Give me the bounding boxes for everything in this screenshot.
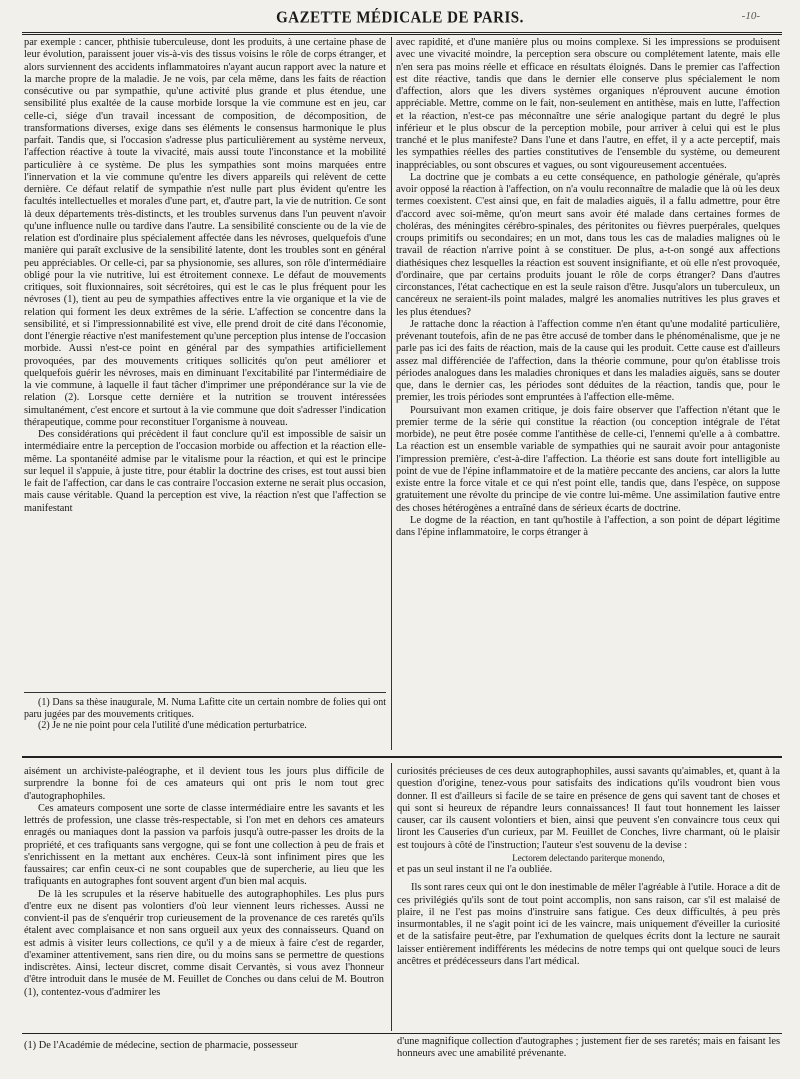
journal-title: GAZETTE MÉDICALE DE PARIS. <box>276 9 524 27</box>
col2-paragraph: La doctrine que je combats a eu cette conséquence, en pathologie générale, qu'après avoir opposé la réaction à l'affection, on n'a voulu reconnaître de maladie que là où les deux termes coexistent. C'est ainsi que, en fait de maladies aiguës, il a fallu admettre, pour être d'accord avec soi-même, qu'on meurt sans avoir été malade dans certaines formes de choléras, des méningites cérébro-spinales, des péritonites ou fièvres puerpérales, quelques croups primitifs ou secondaires; en un mot, dans tous les cas de maladies malignes où le travail de réaction n'arrive point à se constituer. De plus, a-t-on songé aux affections diathésiques chez lesquelles la réaction est souvent insignifiante, et où elle n'est provoquée, d'ordinaire, que par certains produits jouant le rôle de corps étranger? Dans d'autres circonstances, l'état cachectique en est la seule raison d'être. Jusqu'alors un tuberculeux, un cancéreux ne seraient-ils point malades, malgré les anomalies nutritives les plus graves et les plus étendues? <box>396 171 780 318</box>
col3-paragraph: De là les scrupules et la réserve habituelle des autographophiles. Les plus purs d'entre eux ne disent pas volontiers d'où leur viennent leurs richesses. Aussi ne convient-il pas de s'enquérir trop curieusement de la provenance de ces raretés qu'ils étalent avec complaisance et non sans orgueil aux yeux des connaisseurs. Quand on est admis à visiter leurs collections, ce qu'il y a de mieux à faire c'est de regarder, d'examiner attentivement, sans rien dire, ou du moins sans se permettre de questions indiscrètes. Ainsi, lecteur discret, comme disait Cervantès, si vous avez l'honneur d'être introduit dans le musée de M. Feuillet de Conches ou dans celui de M. Boutron (1), contentez-vous d'admirer les <box>24 888 384 998</box>
footnote-left: (1) De l'Académie de médecine, section de pharmacie, possesseur <box>24 1040 298 1051</box>
col2-paragraph: Je rattache donc la réaction à l'affection comme n'en étant qu'une modalité particulière, prévenant toutefois, afin de ne pas être accusé de tomber dans le phénoménalisme, que je ne parle pas ici des faits de réaction, mais de la cause qui les produit. Cette cause est d'ailleurs assez mal différenciée de l'affection, dans la théorie commune, pour qu'on établisse trois périodes analogues dans les maladies chroniques et dans les maladies aiguës, sans se douter que, dans le dernier cas, les périodes sont déduites de la réaction, tandis que, pour le premier, les trois périodes sont empruntées à l'affection elle-même. <box>396 318 780 404</box>
masthead <box>0 4 800 30</box>
footnote-right: d'une magnifique collection d'autographes ; justement fier de ses raretés; mais en faisant les honneurs avec une amabilité prévenante. <box>397 1036 780 1060</box>
footnote-separator <box>24 692 386 693</box>
column-1 <box>24 37 386 687</box>
page-mark: -10- <box>741 10 760 22</box>
column-4 <box>397 766 780 1030</box>
column-2 <box>396 37 780 749</box>
footnote: (2) Je ne nie point pour cela l'utilité d'une médication perturbatrice. <box>38 720 307 732</box>
header-rule <box>22 32 782 35</box>
footnote-rule <box>22 1033 782 1034</box>
column-divider <box>391 37 392 750</box>
col1-footnotes <box>24 692 386 752</box>
col1-paragraph: Des considérations qui précèdent il faut conclure qu'il est impossible de saisir un intermédiaire entre la perception de l'occasion morbide ou affection et la réaction elle-même. La spontanéité admise par le vitalisme pour la réaction, et qui est le principe sur lequel il s'appuie, à juste titre, pour établir la doctrine des crises, est tout aussi bien le fait de l'affection, car dans le cas contraire l'occasion externe ne serait plus occasion, mais cause véritable. Quand la perception est vive, la réaction n'est que l'affection se manifestant <box>24 429 386 514</box>
footnote: (1) Dans sa thèse inaugurale, M. Numa Lafitte cite un certain nombre de folies qui ont paru jugées par des mouvements critiques. <box>24 697 386 720</box>
col2-paragraph: Le dogme de la réaction, en tant qu'hostile à l'affection, a son point de départ légitime dans l'épine inflammatoire, le corps étranger à <box>396 514 780 538</box>
latin-quote: Lectorem delectando pariterque monendo, <box>512 852 665 863</box>
col4-paragraph: et pas un seul instant il ne l'a oubliée. <box>397 864 553 875</box>
col4-paragraph: Ils sont rares ceux qui ont le don inestimable de mêler l'agréable à l'utile. Horace a dit de ces privilégiés qu'ils sont de tout point accomplis, non sans raison, car s'il est malaisé de plaire, il ne l'est pas moins d'instruire sans fatigue. Ces deux difficultés, à peu près insurmontables, il ne s'agit point ici de les vaincre, mais uniquement d'éveiller la curiosité et de la satisfaire peut-être, par l'exhumation de quelques écrits dont la lecture ne saurait laisser entièrement indifférents les médecins de notre temps qui ont quelque souci de leurs ancêtres et prédécesseurs dans l'art médical. <box>397 882 780 967</box>
col1-paragraph: par exemple : cancer, phthisie tuberculeuse, dont les produits, à une certaine phase de leur évolution, paraissent jouer vis-à-vis des tissus voisins le rôle de corps étranger, et alors surviennent des accidents inflammatoires n'ayant aucun rapport avec la nature et la marche propre de la maladie. Je ne vois, par cela même, dans les faits de réaction consécutive ou par sympathie, qu'une activité plus grande et plus étendue, une sensibilité plus exaltée de la cause morbide lorsque la vie commune est en jeu, car celle-ci, siége d'un travail incessant de composition, de décomposition, de transformations diverses, exige dans ses éléments le consensus harmonique le plus parfait. Tandis que, si l'occasion s'adresse plus particulièrement au système nerveux, l'affection réactive à toute la vivacité, mais aussi toute l'inconstance et la mobilité particulière à ce système. De plus les sympathies sont moins marquées entre l'innervation et la vie commune qu'entre les divers appareils qui relèvent de cette dernière. Ce défaut relatif de sympathie n'est nulle part plus évident qu'entre les facultés intellectuelles et morales d'une part, et, d'autre part, la vie de nutrition. Ce sont là deux départements très-distincts, et les troubles survenus dans l'un peuvent n'avoir qu'une influence nulle ou tardive dans l'autre. La sensibilité consciente ou de la vie de relation est d'ordinaire plus spécialement affectée dans les névroses, quelquefois d'une manière qui paraît exclusive de la sensibilité latente, dont les troubles sont en général peu appréciables. Or celle-ci, par sa physionomie, ses allures, son rôle d'intermédiaire obligé pour la vie nutritive, lui est étroitement connexe. Le défaut de mouvements critiques, soit fluxionnaires, soit sécrétoires, qui est le cas le plus fréquent pour les névroses (1), tient au peu de sympathies affectives entre la vie organique et la vie de relation qui forment les deux extrêmes de la série. L'affection se concentre dans la sensibilité, et si l'impressionnabilité est vive, elle prend droit de cité dans l'économie, dont l'énergie réactive n'est manifestement qu'une perception plus intense de l'occasion morbide. Aussi n'est-ce point en général par des sympathies artificiellement provoquées, par des mouvements critiques sollicités qu'on peut améliorer et quelquefois guérir les névroses, mais en diminuant l'excitabilité par l'intermédiaire de la vie commune, à laquelle il faut tâcher d'imprimer une prépondérance sur la vie de relation (2). Lorsque cette dernière et la nutrition se trouvent intéressées simultanément, c'est encore et surtout à la vie commune que doit s'adresser l'indication thérapeutique, comme pour reconstituer l'organisme à nouveau. <box>24 37 386 428</box>
col3-paragraph: aisément un archiviste-paléographe, et il devient tous les jours plus difficile de surprendre la bonne foi de ces amateurs qui ont pris le nom tout grec d'autographophiles. <box>24 766 384 802</box>
col2-paragraph: Poursuivant mon examen critique, je dois faire observer que l'affection n'étant que le premier terme de la série qui constitue la réaction (ou conception intégrale de l'état morbide), ne peut être posée comme l'antithèse de celle-ci, l'ennemi qu'elle a à combattre. La réaction est un ensemble variable de sympathies qui ne saurait avoir pour antagoniste l'impression première, c'est-à-dire l'affection. La théorie est sans doute fort intelligible au point de vue de l'épine inflammatoire et de la matière peccante des anciens, car alors la lutte existe entre la force vitale et ce qui n'est point elle, tandis que, dans l'espèce, on suppose gratuitement une révolte du principe de vie contre lui-même. Une assimilation fautive entre des choses hétérogènes a entraîné dans de sérieux écarts de doctrine. <box>396 404 780 514</box>
col4-paragraph: curiosités précieuses de ces deux autographophiles, aussi savants qu'aimables, et, quant à la question d'origine, tenez-vous pour satisfaits des indications qu'ils voudront bien vous donner. Il est d'ailleurs si facile de se taire en présence de gens qui savent tant de choses et qui sont si heureux de répandre leurs connaissances! Il faut tout honnement les laisser causer, car ils causent volontiers et bien, ainsi que peuvent s'en convaincre tous ceux qui liront les Causeries d'un curieux, par M. Feuillet de Conches, livre charmant, où le plaisir est toujours à côté de l'instruction; l'auteur s'est souvenu de la devise : <box>397 766 780 851</box>
column-divider-lower <box>391 763 392 1031</box>
section-rule <box>22 756 782 758</box>
column-3 <box>24 766 384 1030</box>
col2-paragraph: avec rapidité, et d'une manière plus ou moins complexe. Si les impressions se produisent avec une vivacité moindre, la perception sera obscure ou complétement latente, mais elle n'en sera pas moins réelle et efficace en résultats éloignés. Dans le premier cas l'affection est dite réactive, tandis que dans le dernier elle conserve plus spécialement le nom d'affection, alors que les divers systèmes organiques n'éprouvent aucune émotion appréciable. Mettre, comme on le fait, non-seulement en antithèse, mais en lutte, l'affection et la réaction, n'est-ce pas méconnaître une série analogique partant du degré le plus inférieur et le plus obscur de la perception mobile, pour arriver à celui qui est le plus tranché et le plus manifeste? Dans l'une et dans l'autre, en effet, il y a acte perceptif, mais les sympathies réelles des parties constitutives de l'ensemble du système, ou demeurent inappréciables, ou sont obscures et vagues, ou sont vigoureusement accentuées. <box>396 37 780 171</box>
col3-paragraph: Ces amateurs composent une sorte de classe intermédiaire entre les savants et les lettrés de profession, une classe très-respectable, si l'on met en dehors ces amateurs enragés ou maniaques dont la passion va parfois jusqu'à outre-passer les droits de la propriété, et ces trafiquants sans vergogne, qui se font une collection à peu de frais et s'enrichissent en la mettant aux enchères. Ceux-là sont infiniment pires que les faussaires; car enfin ceux-ci ne sont coupables que de supercherie, au lieu que les trafiquants en autographes font souvent argent d'un bien mal acquis. <box>24 802 384 888</box>
